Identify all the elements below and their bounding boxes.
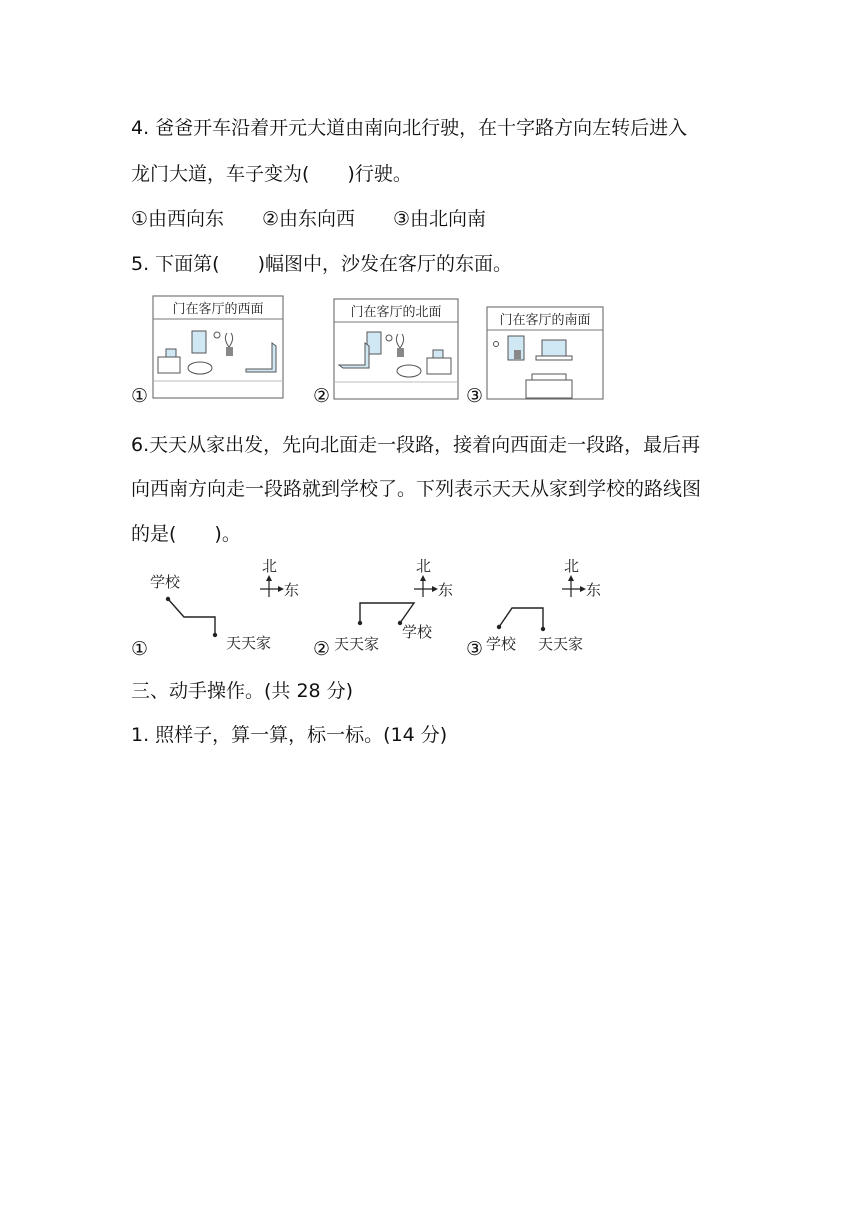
section3-q1: 1. 照样子，算一算，标一标。(14 分) bbox=[131, 724, 448, 746]
plant-pot-icon bbox=[226, 347, 233, 356]
room-title-3: 门在客厅的南面 bbox=[499, 313, 591, 328]
north-label-3: 北 bbox=[564, 557, 580, 575]
q4-line2: 龙门大道，车子变为( )行驶。 bbox=[131, 163, 412, 185]
room-figure-3 bbox=[486, 306, 604, 400]
school-label-3: 学校 bbox=[486, 635, 517, 653]
room-title-1: 门在客厅的西面 bbox=[172, 302, 264, 317]
room-figure-2 bbox=[333, 298, 459, 400]
q5-marker-3: ③ bbox=[466, 385, 484, 407]
route-line-2 bbox=[360, 603, 414, 623]
q6-marker-2: ② bbox=[313, 638, 331, 660]
q5-line1: 5. 下面第( )幅图中，沙发在客厅的东面。 bbox=[131, 253, 512, 275]
sofa-icon bbox=[526, 380, 572, 398]
sofa-icon bbox=[427, 358, 451, 374]
north-label-2: 北 bbox=[416, 557, 432, 575]
east-label-3: 东 bbox=[586, 581, 602, 599]
route-figure-1 bbox=[148, 555, 300, 655]
table-icon bbox=[188, 362, 212, 374]
door-icon bbox=[192, 331, 206, 353]
compass-icon bbox=[414, 575, 438, 597]
q5-marker-2: ② bbox=[313, 385, 331, 407]
plant-pot-icon bbox=[514, 350, 521, 359]
section3-title: 三、动手操作。(共 28 分) bbox=[131, 680, 354, 702]
compass-icon bbox=[260, 575, 284, 597]
room-title-2: 门在客厅的北面 bbox=[350, 305, 442, 320]
route-line-3 bbox=[499, 608, 543, 629]
sofa-icon bbox=[158, 357, 180, 373]
route-figure-3 bbox=[484, 555, 608, 655]
q4-line1: 4. 爸爸开车沿着开元大道由南向北行驶，在十字路方向左转后进入 bbox=[131, 117, 688, 139]
q6-line2: 向西南方向走一段路就到学校了。下列表示天天从家到学校的路线图 bbox=[131, 478, 702, 500]
q6-marker-3: ③ bbox=[466, 638, 484, 660]
q6-line3: 的是( )。 bbox=[131, 523, 241, 545]
east-label-2: 东 bbox=[438, 581, 454, 599]
north-label-1: 北 bbox=[262, 557, 278, 575]
plant-pot-icon bbox=[397, 348, 404, 357]
q4-option-3: ③由北向南 bbox=[393, 208, 487, 230]
compass-icon bbox=[562, 575, 586, 597]
home-label-2: 天天家 bbox=[334, 635, 380, 653]
tv-icon bbox=[542, 340, 566, 356]
q4-option-2: ②由东向西 bbox=[262, 208, 356, 230]
east-label-1: 东 bbox=[284, 581, 300, 599]
table-icon bbox=[397, 365, 421, 377]
q6-line1: 6.天天从家出发，先向北面走一段路，接着向西面走一段路，最后再 bbox=[131, 434, 701, 456]
route-figure-2 bbox=[332, 555, 468, 655]
route-line-1 bbox=[168, 599, 215, 635]
home-label-1: 天天家 bbox=[226, 634, 272, 652]
q6-marker-1: ① bbox=[131, 638, 149, 660]
room-figure-1 bbox=[152, 295, 284, 399]
school-label-1: 学校 bbox=[150, 573, 181, 591]
q5-marker-1: ① bbox=[131, 385, 149, 407]
q4-option-1: ①由西向东 bbox=[131, 208, 225, 230]
home-label-3: 天天家 bbox=[538, 635, 584, 653]
school-label-2: 学校 bbox=[402, 623, 433, 641]
